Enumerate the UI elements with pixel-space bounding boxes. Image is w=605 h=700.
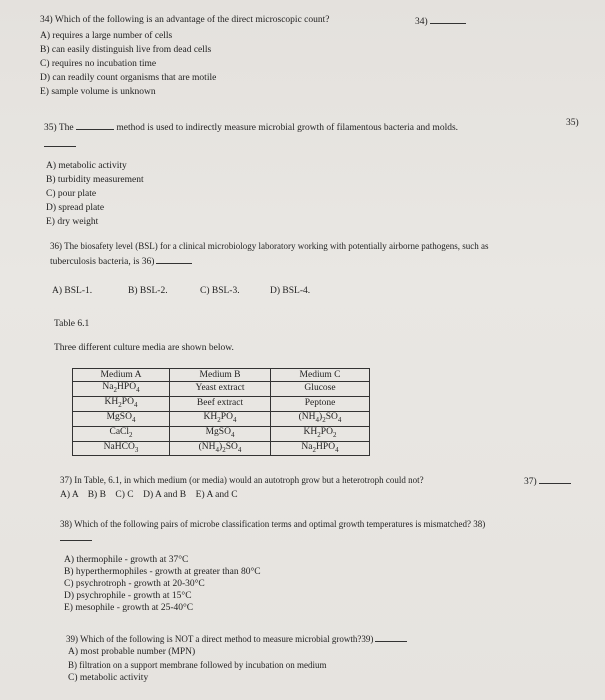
q36-option-d: D) BSL-4.	[270, 286, 311, 296]
table-cell: CaCl$_2$	[73, 426, 170, 441]
answer-blank	[156, 254, 192, 264]
q36-question-line2: tuberculosis bacteria, is 36)	[50, 254, 192, 268]
table-header-row	[73, 369, 370, 382]
q34-option-a: A) requires a large number of cells	[40, 31, 173, 41]
answer-blank	[375, 632, 407, 642]
table-cell: $(NH_4)_2SO_4$	[271, 411, 370, 426]
q37-number: 37)	[524, 474, 571, 488]
q37-options: A) A B) B C) C D) A and B E) A and C	[60, 490, 238, 500]
table-cell: Glucose	[271, 382, 370, 397]
table-cell: MgSO$_4$	[73, 411, 170, 426]
answer-blank	[44, 146, 76, 147]
q39-option-a: A) most probable number (MPN)	[68, 647, 196, 657]
q34-option-c: C) requires no incubation time	[40, 59, 157, 69]
q36-option-c: C) BSL-3.	[200, 286, 240, 296]
table-row	[73, 441, 370, 456]
table-cell: NaHCO$_3$	[73, 441, 170, 456]
q38-question: 38) Which of the following pairs of microbe classification terms and optimal growth temperatures is mismatched? 38)	[60, 519, 486, 529]
header-medium-a: Medium A	[73, 369, 170, 382]
q39-option-c: C) metabolic activity	[68, 673, 149, 683]
q39-option-b: B) filtration on a support membrane followed by incubation on medium	[68, 660, 327, 670]
table-cell: $Na_2HPO_4$	[271, 441, 370, 456]
q38-option-e: E) mesophile - growth at 25-40°C	[64, 603, 194, 613]
header-medium-c: Medium C	[271, 369, 370, 382]
answer-blank	[76, 120, 114, 130]
table-row	[73, 411, 370, 426]
answer-blank	[430, 14, 466, 24]
q38-option-b: B) hyperthermophiles - growth at greater than 80°C	[64, 567, 261, 577]
table-row	[73, 396, 370, 411]
table-cell: $KH_2PO_2$	[271, 426, 370, 441]
header-medium-b: Medium B	[170, 369, 271, 382]
q35-option-a: A) metabolic activity	[46, 161, 127, 171]
table-cell: Yeast extract	[170, 382, 271, 397]
q35-option-d: D) spread plate	[46, 203, 105, 213]
q36-question-line1: 36) The biosafety level (BSL) for a clinical microbiology laboratory working with potentially airborne pathogens, such as	[50, 241, 489, 251]
culture-media-table	[72, 368, 370, 456]
table-row	[73, 382, 370, 397]
table-cell: $Na_2HPO_4$	[73, 382, 170, 397]
q38-option-c: C) psychrotroph - growth at 20-30°C	[64, 579, 205, 589]
q35-option-c: C) pour plate	[46, 189, 97, 199]
table-caption: Three different culture media are shown below.	[54, 343, 234, 353]
q35-option-e: E) dry weight	[46, 217, 99, 227]
table-cell: Beef extract	[170, 396, 271, 411]
table-cell: Peptone	[271, 396, 370, 411]
q35-question: 35) The method is used to indirectly measure microbial growth of filamentous bacteria and molds.	[44, 120, 458, 134]
q34-number: 34)	[415, 14, 466, 28]
q34-option-d: D) can readily count organisms that are motile	[40, 73, 217, 83]
q35-option-b: B) turbidity measurement	[46, 175, 144, 185]
answer-blank	[60, 540, 92, 541]
q38-option-d: D) psychrophile - growth at 15°C	[64, 591, 192, 601]
q34-option-b: B) can easily distinguish live from dead cells	[40, 45, 212, 55]
q36-option-b: B) BSL-2.	[128, 286, 168, 296]
table-row	[73, 426, 370, 441]
q36-option-a: A) BSL-1.	[52, 286, 93, 296]
answer-blank	[539, 474, 571, 484]
table-cell: MgSO$_4$	[170, 426, 271, 441]
q39-question: 39) Which of the following is NOT a direct method to measure microbial growth?39)	[66, 632, 407, 645]
q38-option-a: A) thermophile - growth at 37°C	[64, 555, 189, 565]
q35-number: 35)	[566, 118, 579, 128]
table-cell: $KH_2PO_4$	[170, 411, 271, 426]
table-cell: $KH_2PO_4$	[73, 396, 170, 411]
q34-option-e: E) sample volume is unknown	[40, 87, 156, 97]
table-label: Table 6.1	[54, 319, 90, 329]
table-cell: $(NH_4)_2SO_4$	[170, 441, 271, 456]
q34-question: 34) Which of the following is an advantage of the direct microscopic count?	[40, 15, 330, 25]
q37-question: 37) In Table, 6.1, in which medium (or media) would an autotroph grow but a heterotroph could not?	[60, 475, 424, 485]
